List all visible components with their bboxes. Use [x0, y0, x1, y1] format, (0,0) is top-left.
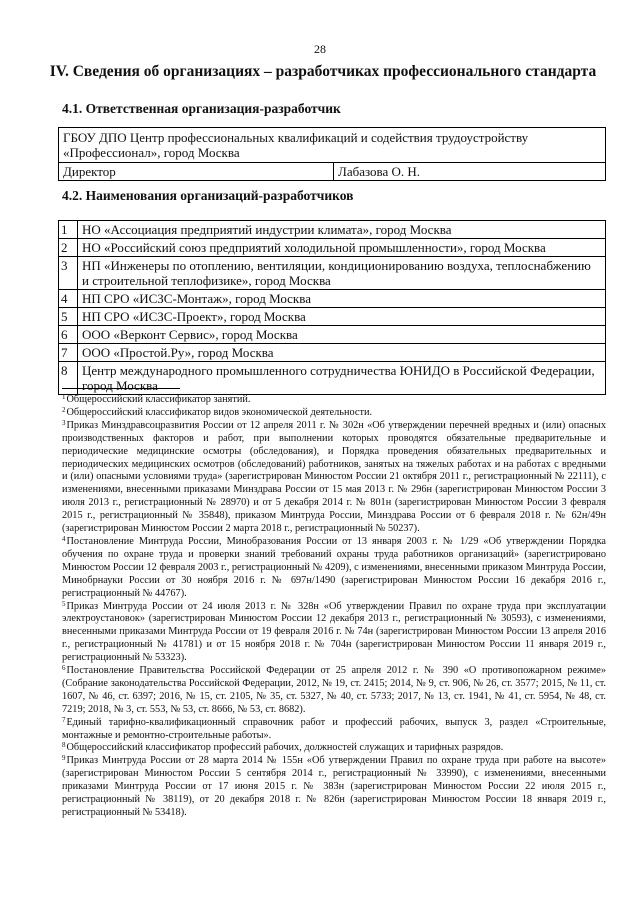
row-number: 4 [59, 290, 78, 308]
footnote-text: Постановление Правительства Российской Федерации от 25 апреля 2012 г. № 390 «О противопожарном режиме» (Собрание законодательства Российской Федерации, 2012, № 19, ст. 2415; 2014, № 9, ст. 906, № 26, ст. 3577; 2015, № 11, ст. 1607, № 46, ст. 6397; 2016, № 15, ст. 2105, № 35, ст. 5327, № 40, ст. 5733; 2017, № 13, ст. 1941, № 41, ст. 5954, № 48, ст. 7219; 2018, № 3, ст. 553, № 53, ст. 8666, № 53, ст. 8682). [62, 665, 606, 715]
footnote-text: Единый тарифно-квалификационный справочник работ и профессий рабочих, выпуск 3, раздел «Строительные, монтажные и ремонтно-строительные работы». [62, 716, 606, 741]
footnote-mark: 1 [62, 393, 66, 401]
developer-orgs-table [58, 220, 606, 395]
table-row [59, 308, 606, 326]
row-number: 3 [59, 257, 78, 290]
footnote [62, 755, 606, 820]
footnote-mark: 3 [62, 418, 66, 427]
org-name: НО «Российский союз предприятий холодильной промышленности», город Москва [78, 239, 606, 257]
footnote-mark: 2 [62, 405, 66, 414]
page-number: 28 [314, 42, 326, 56]
footnote-text: Приказ Минтруда России от 28 марта 2014 № 155н «Об утверждении Правил по охране труда при работе на высоте» (зарегистрирован Минюстом России 5 сентября 2014 г., регистрационный № 33990), с изменениями, внесенными приказами Минтруда России от 17 июня 2015 г. № 383н (зарегистрирован Минюстом России 22 июля 2015 г., регистрационный № 38119), от 20 декабря 2018 г. № 826н (зарегистрирован Минюстом России 18 января 2019 г., регистрационный № 53418). [62, 755, 606, 818]
footnote-text: Приказ Минтруда России от 24 июля 2013 г. № 328н «Об утверждении Правил по охране труда при эксплуатации электроустановок» (зарегистрирован Минюстом России 12 декабря 2013 г., регистрационный № 30593), с изменениями, внесенными приказами Минтруда России от 19 февраля 2016 г. № 74н (зарегистрирован Минюстом России 13 апреля 2016 г., регистрационный № 41781) и от 15 ноября 2018 г. № 704н (зарегистрирован Минюстом России 11 января 2019 г., регистрационный № 53323). [62, 600, 606, 664]
footnote-mark: 5 [62, 599, 66, 608]
footnote-mark: 6 [62, 664, 66, 673]
director-name: Лабазова О. Н. [334, 163, 606, 181]
director-title: Директор [59, 163, 334, 181]
org-name: Центр международного промышленного сотрудничества ЮНИДО в Российской Федерации, город Москва [78, 362, 606, 395]
responsible-org-table [58, 127, 606, 181]
footnote-text: Приказ Минздравсоцразвития России от 12 апреля 2011 г. № 302н «Об утверждении перечней вредных и (или) опасных производственных факторов и работ, при выполнении которых проводятся обязательные предварительные и периодические медицинские осмотры (обследования), и Порядка проведения обязательных предварительных и периодических медицинских осмотров (обследований) работников, занятых на тяжелых работах и на работах с вредными и (или) опасными условиями труда» (зарегистрирован Минюстом России 21 октября 2011 г., регистрационный № 22111), с изменениями, внесенными приказами Минздрава России от 15 мая 2013 г. № 296н (зарегистрирован Минюстом России 3 июля 2013 г., регистрационный № 28970) и от 5 декабря 2014 г. № 801н (зарегистрирован Минюстом России 3 февраля 2015 г., регистрационный № 35848), приказом Минтруда России, Минздрава России от 6 февраля 2018 г. № 62н/49н (зарегистрирован Минюстом России 2 марта 2018 г., регистрационный № 50237). [62, 419, 606, 535]
org-name: НО «Ассоциация предприятий индустрии климата», город Москва [78, 221, 606, 239]
footnote [62, 394, 606, 407]
section-title: IV. Сведения об организациях – разработчиках профессионального стандарта [49, 63, 597, 80]
table-row [59, 326, 606, 344]
footnote-mark: 8 [62, 741, 66, 750]
footnote [62, 601, 606, 666]
footnote-text: Общероссийский классификатор занятий. [66, 394, 251, 405]
footnote-mark: 9 [62, 754, 66, 763]
table-row [59, 344, 606, 362]
footnote [62, 407, 606, 420]
table-row [59, 221, 606, 239]
row-number: 2 [59, 239, 78, 257]
footnote [62, 536, 606, 601]
org-name: ООО «Верконт Сервис», город Москва [78, 326, 606, 344]
table-row [59, 290, 606, 308]
footnote-text: Общероссийский классификатор видов экономической деятельности. [66, 406, 373, 418]
responsible-org-name: ГБОУ ДПО Центр профессиональных квалификаций и содействия трудоустройству «Профессионал», город Москва [59, 128, 606, 163]
responsible-org-heading: 4.1. Ответственная организация-разработчик [62, 101, 341, 116]
org-name: ООО «Простой.Ру», город Москва [78, 344, 606, 362]
footnote-text: Общероссийский классификатор профессий рабочих, должностей служащих и тарифных разрядов. [66, 742, 504, 754]
developer-orgs-heading: 4.2. Наименования организаций-разработчиков [62, 188, 354, 203]
row-number: 5 [59, 308, 78, 326]
footnote-separator [62, 388, 180, 389]
table-row [59, 362, 606, 395]
footnote [62, 717, 606, 743]
row-number: 6 [59, 326, 78, 344]
footnote-mark: 4 [62, 534, 66, 543]
row-number: 1 [59, 221, 78, 239]
footnotes [62, 394, 606, 820]
footnote [62, 420, 606, 536]
org-name: НП «Инженеры по отоплению, вентиляции, кондиционированию воздуха, теплоснабжению и строительной теплофизике», город Москва [78, 257, 606, 290]
table-row [59, 239, 606, 257]
footnote-text: Постановление Минтруда России, Минобразования России от 13 января 2003 г. № 1/29 «Об утверждении Порядка обучения по охране труда и проверки знаний требований охраны труда работников организаций» (зарегистрировано Минюстом России 12 февраля 2003 г., регистрационный № 4209), с изменениями, внесенными приказом Минтруда России, Минобрнауки России от 30 ноября 2016 г. № 697н/1490 (зарегистрирован Минюстом России 16 декабря 2016 г., регистрационный № 44767). [62, 535, 606, 599]
org-name: НП СРО «ИСЗС-Монтаж», город Москва [78, 290, 606, 308]
footnote-mark: 7 [62, 715, 66, 724]
row-number: 7 [59, 344, 78, 362]
footnote [62, 665, 606, 717]
table-row [59, 257, 606, 290]
org-name: НП СРО «ИСЗС-Проект», город Москва [78, 308, 606, 326]
footnote [62, 742, 606, 755]
row-number: 8 [59, 362, 78, 395]
